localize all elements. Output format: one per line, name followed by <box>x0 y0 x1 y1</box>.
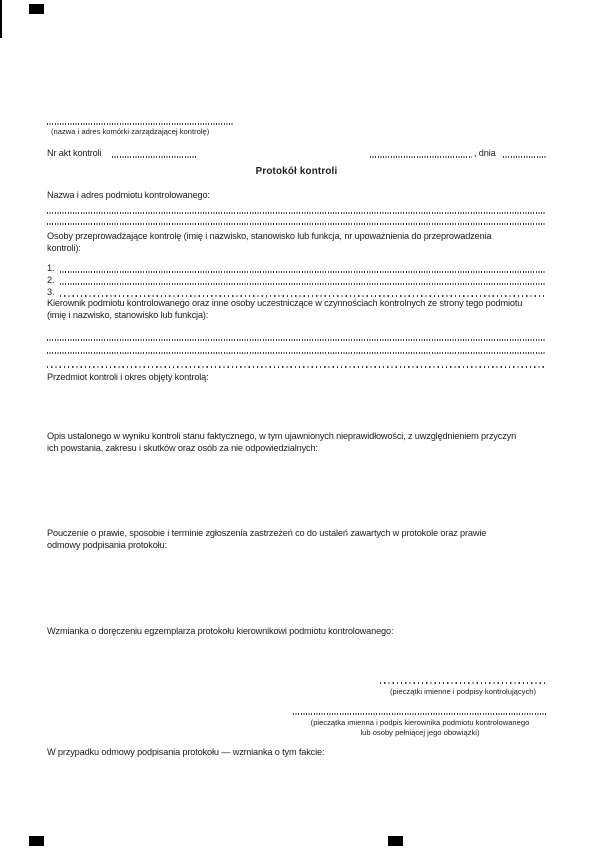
fill-line-subject-2 <box>47 223 546 225</box>
signature-line-inspectors <box>380 682 546 684</box>
controlling-unit-caption: (nazwa i adres komórki zarządzającej kontrolę) <box>51 127 210 136</box>
scan-mark-bottom-middle <box>388 836 403 846</box>
scan-mark-left-edge <box>0 0 2 38</box>
document-title: Protokół kontroli <box>255 166 338 177</box>
inspectors-heading-line2: kontroli): <box>47 242 81 253</box>
fill-line-subject-1 <box>47 212 546 214</box>
advisory-heading-line1: Pouczenie o prawie, sposobie i terminie zgłoszenia zastrzeżeń co do ustaleń zawartych w protokole oraz prawie <box>47 528 487 538</box>
list-marker-2: 2. <box>47 275 55 285</box>
fill-line-manager-3 <box>47 366 546 368</box>
findings-heading-line2: ich powstania, zakresu i skutków oraz osób za nie odpowiedzialnych: <box>47 442 318 453</box>
case-number-label: Nr akt kontroli <box>47 148 102 158</box>
scan-mark-top-left <box>29 4 44 14</box>
fill-line-inspector-2 <box>60 283 546 285</box>
fill-line-place <box>370 156 472 158</box>
advisory-heading-line2: odmowy podpisania protokołu: <box>47 539 167 550</box>
findings-heading-line1: Opis ustalonego w wyniku kontroli stanu faktycznego, w tym ujawnionych nieprawidłowości, z uwzględnieniem przyczyn <box>47 431 517 441</box>
signature-caption-inspectors: (pieczątki imienne i podpisy kontrolujących) <box>389 687 537 696</box>
fill-line-case-number <box>112 156 197 158</box>
advisory-heading <box>47 528 486 551</box>
delivery-heading: Wzmianka o doręczeniu egzemplarza protokołu kierownikowi podmiotu kontrolowanego: <box>47 626 394 636</box>
list-marker-1: 1. <box>47 263 55 273</box>
manager-heading-line1: Kierownik podmiotu kontrolowanego oraz inne osoby uczestniczące w czynnościach kontrolnych ze strony tego podmiotu <box>47 298 523 308</box>
signature-caption-manager-line2: lub osoby pełniącej jego obowiązki) <box>360 727 480 737</box>
subject-heading: Nazwa i adres podmiotu kontrolowanego: <box>47 190 210 200</box>
inspectors-heading-line1: Osoby przeprowadzające kontrolę (imię i nazwisko, stanowisko lub funkcja, nr upoważnienia do przeprowadzenia <box>47 231 492 241</box>
manager-heading-line2: (imię i nazwisko, stanowisko lub funkcja): <box>47 309 209 320</box>
manager-heading <box>47 298 522 321</box>
fill-line-date <box>503 156 546 158</box>
fill-line-inspector-1 <box>60 271 546 273</box>
fill-line-controlling-unit <box>47 123 233 125</box>
fill-line-manager-2 <box>47 352 546 354</box>
signature-line-manager <box>293 713 547 715</box>
signature-caption-manager <box>293 718 547 737</box>
refusal-heading: W przypadku odmowy podpisania protokołu — wzmianka o tym fakcie: <box>47 747 325 757</box>
scan-mark-bottom-left <box>29 836 44 846</box>
signature-caption-manager-line1: (pieczątka imienna i podpis kierownika podmiotu kontrolowanego <box>310 718 530 727</box>
fill-line-manager-1 <box>47 339 546 341</box>
scope-heading: Przedmiot kontroli i okres objęty kontrolą: <box>47 372 209 382</box>
findings-heading <box>47 431 516 454</box>
date-label: , dnia <box>474 148 496 158</box>
list-marker-3: 3. <box>47 287 55 297</box>
fill-line-inspector-3 <box>60 295 546 297</box>
inspectors-heading <box>47 231 491 254</box>
